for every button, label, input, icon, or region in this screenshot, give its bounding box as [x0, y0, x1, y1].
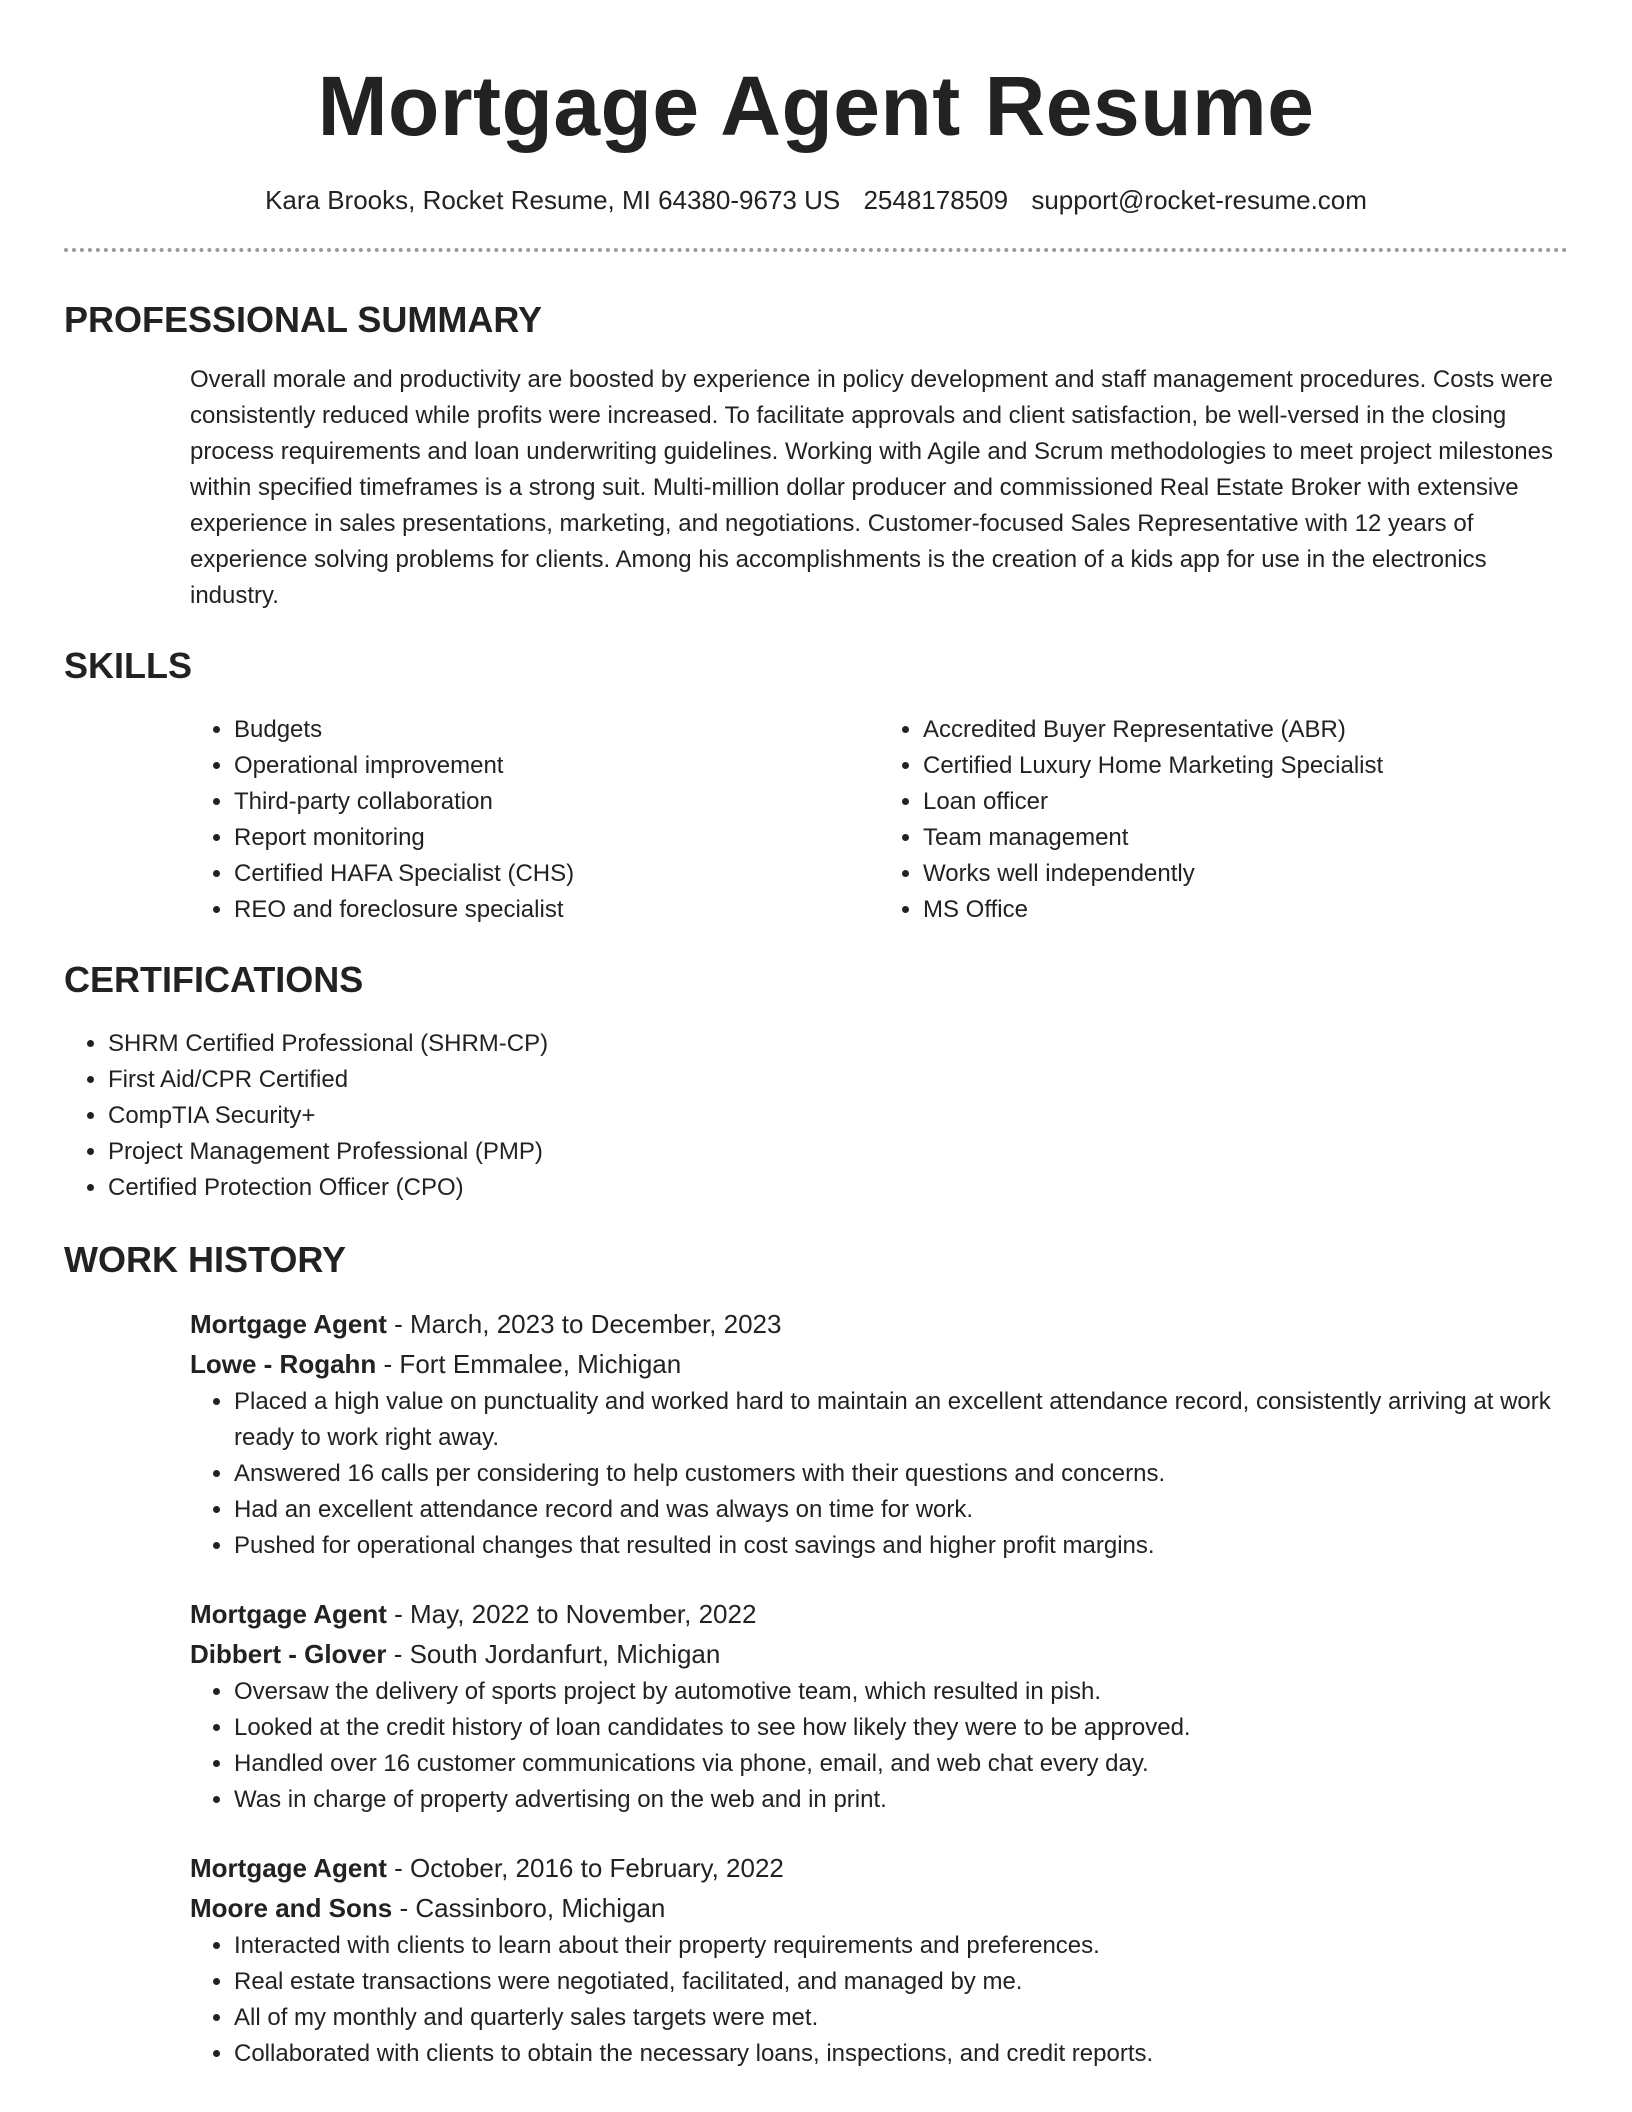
job-dates: - October, 2016 to February, 2022	[386, 1853, 784, 1883]
skill-item: • Report monitoring	[234, 820, 879, 856]
header-divider	[64, 248, 1568, 252]
certifications-heading: CERTIFICATIONS	[64, 959, 364, 1000]
certifications-list	[64, 1026, 1568, 1206]
job-entry	[190, 1848, 1568, 2072]
certification-item: • CompTIA Security+	[108, 1098, 1568, 1134]
skill-item: • Accredited Buyer Representative (ABR)	[923, 712, 1568, 748]
job-bullet: • Answered 16 calls per considering to help customers with their questions and concerns.	[234, 1456, 1568, 1492]
job-entry	[190, 1304, 1568, 1564]
summary-text: Overall morale and productivity are boosted by experience in policy development and staff management procedures. Costs were consistently reduced while profits were increased. To facilitate approvals and client satisfaction, be well-versed in the closing process requirements and loan underwriting guidelines. Working with Agile and Scrum methodologies to meet project milestones within specified timeframes is a strong suit. Multi-million dollar producer and commissioned Real Estate Broker with extensive experience in sales presentations, marketing, and negotiations. Customer-focused Sales Representative with 12 years of experience solving problems for clients. Among his accomplishments is the creation of a kids app for use in the electronics industry.	[190, 366, 1553, 609]
job-location: - Fort Emmalee, Michigan	[376, 1349, 682, 1379]
skill-item: • Loan officer	[923, 784, 1568, 820]
job-company: Lowe - Rogahn	[190, 1349, 377, 1379]
contact-line	[64, 184, 1568, 216]
job-bullet: • Had an excellent attendance record and was always on time for work.	[234, 1492, 1568, 1528]
skills-heading: SKILLS	[64, 645, 193, 686]
job-title-line	[190, 1848, 1568, 1888]
contact-phone: 2548178509	[863, 185, 1009, 215]
skill-item: • Operational improvement	[234, 748, 879, 784]
skills-list	[190, 712, 1568, 928]
job-company: Moore and Sons	[190, 1893, 393, 1923]
contact-address: Kara Brooks, Rocket Resume, MI 64380-9673 US	[265, 185, 841, 215]
job-company-line	[190, 1634, 1568, 1674]
job-bullet: • Was in charge of property advertising on the web and in print.	[234, 1782, 1568, 1818]
skill-item: • Team management	[923, 820, 1568, 856]
work-history-heading: WORK HISTORY	[64, 1239, 347, 1280]
resume-title: Mortgage Agent Resume	[317, 59, 1315, 153]
contact-email: support@rocket-resume.com	[1031, 185, 1367, 215]
job-location: - Cassinboro, Michigan	[392, 1893, 666, 1923]
job-title: Mortgage Agent	[190, 1309, 387, 1339]
job-title-line	[190, 1304, 1568, 1344]
skill-item: • Certified Luxury Home Marketing Specialist	[923, 748, 1568, 784]
skill-item: • Certified HAFA Specialist (CHS)	[234, 856, 879, 892]
job-bullets	[190, 1928, 1568, 2072]
job-company-line	[190, 1344, 1568, 1384]
job-bullet: • Placed a high value on punctuality and worked hard to maintain an excellent attendance record, consistently arriving at work ready to work right away.	[234, 1384, 1568, 1456]
job-bullet: • Looked at the credit history of loan candidates to see how likely they were to be approved.	[234, 1710, 1568, 1746]
skill-item: • MS Office	[923, 892, 1568, 928]
job-bullet: • Oversaw the delivery of sports project by automotive team, which resulted in pish.	[234, 1674, 1568, 1710]
skill-item: • Third-party collaboration	[234, 784, 879, 820]
job-bullet: • All of my monthly and quarterly sales targets were met.	[234, 2000, 1568, 2036]
job-bullet: • Interacted with clients to learn about their property requirements and preferences.	[234, 1928, 1568, 1964]
job-bullets	[190, 1674, 1568, 1818]
job-bullet: • Handled over 16 customer communications via phone, email, and web chat every day.	[234, 1746, 1568, 1782]
job-dates: - March, 2023 to December, 2023	[386, 1309, 782, 1339]
summary-heading: PROFESSIONAL SUMMARY	[64, 299, 543, 340]
certification-item: • First Aid/CPR Certified	[108, 1062, 1568, 1098]
job-company: Dibbert - Glover	[190, 1639, 387, 1669]
skill-item: • Budgets	[234, 712, 879, 748]
certification-item: • Certified Protection Officer (CPO)	[108, 1170, 1568, 1206]
job-bullet: • Collaborated with clients to obtain the necessary loans, inspections, and credit reports.	[234, 2036, 1568, 2072]
skill-item: • Works well independently	[923, 856, 1568, 892]
skills-right-column	[879, 712, 1568, 928]
job-title: Mortgage Agent	[190, 1853, 387, 1883]
job-title-line	[190, 1594, 1568, 1634]
skill-item: • REO and foreclosure specialist	[234, 892, 879, 928]
job-company-line	[190, 1888, 1568, 1928]
job-title: Mortgage Agent	[190, 1599, 387, 1629]
job-entry	[190, 1594, 1568, 1818]
job-bullets	[190, 1384, 1568, 1564]
skills-left-column	[190, 712, 879, 928]
job-location: - South Jordanfurt, Michigan	[386, 1639, 721, 1669]
resume-page	[64, 0, 1568, 2072]
job-bullet: • Real estate transactions were negotiated, facilitated, and managed by me.	[234, 1964, 1568, 2000]
job-bullet: • Pushed for operational changes that resulted in cost savings and higher profit margins.	[234, 1528, 1568, 1564]
job-dates: - May, 2022 to November, 2022	[386, 1599, 757, 1629]
certification-item: • SHRM Certified Professional (SHRM-CP)	[108, 1026, 1568, 1062]
certification-item: • Project Management Professional (PMP)	[108, 1134, 1568, 1170]
